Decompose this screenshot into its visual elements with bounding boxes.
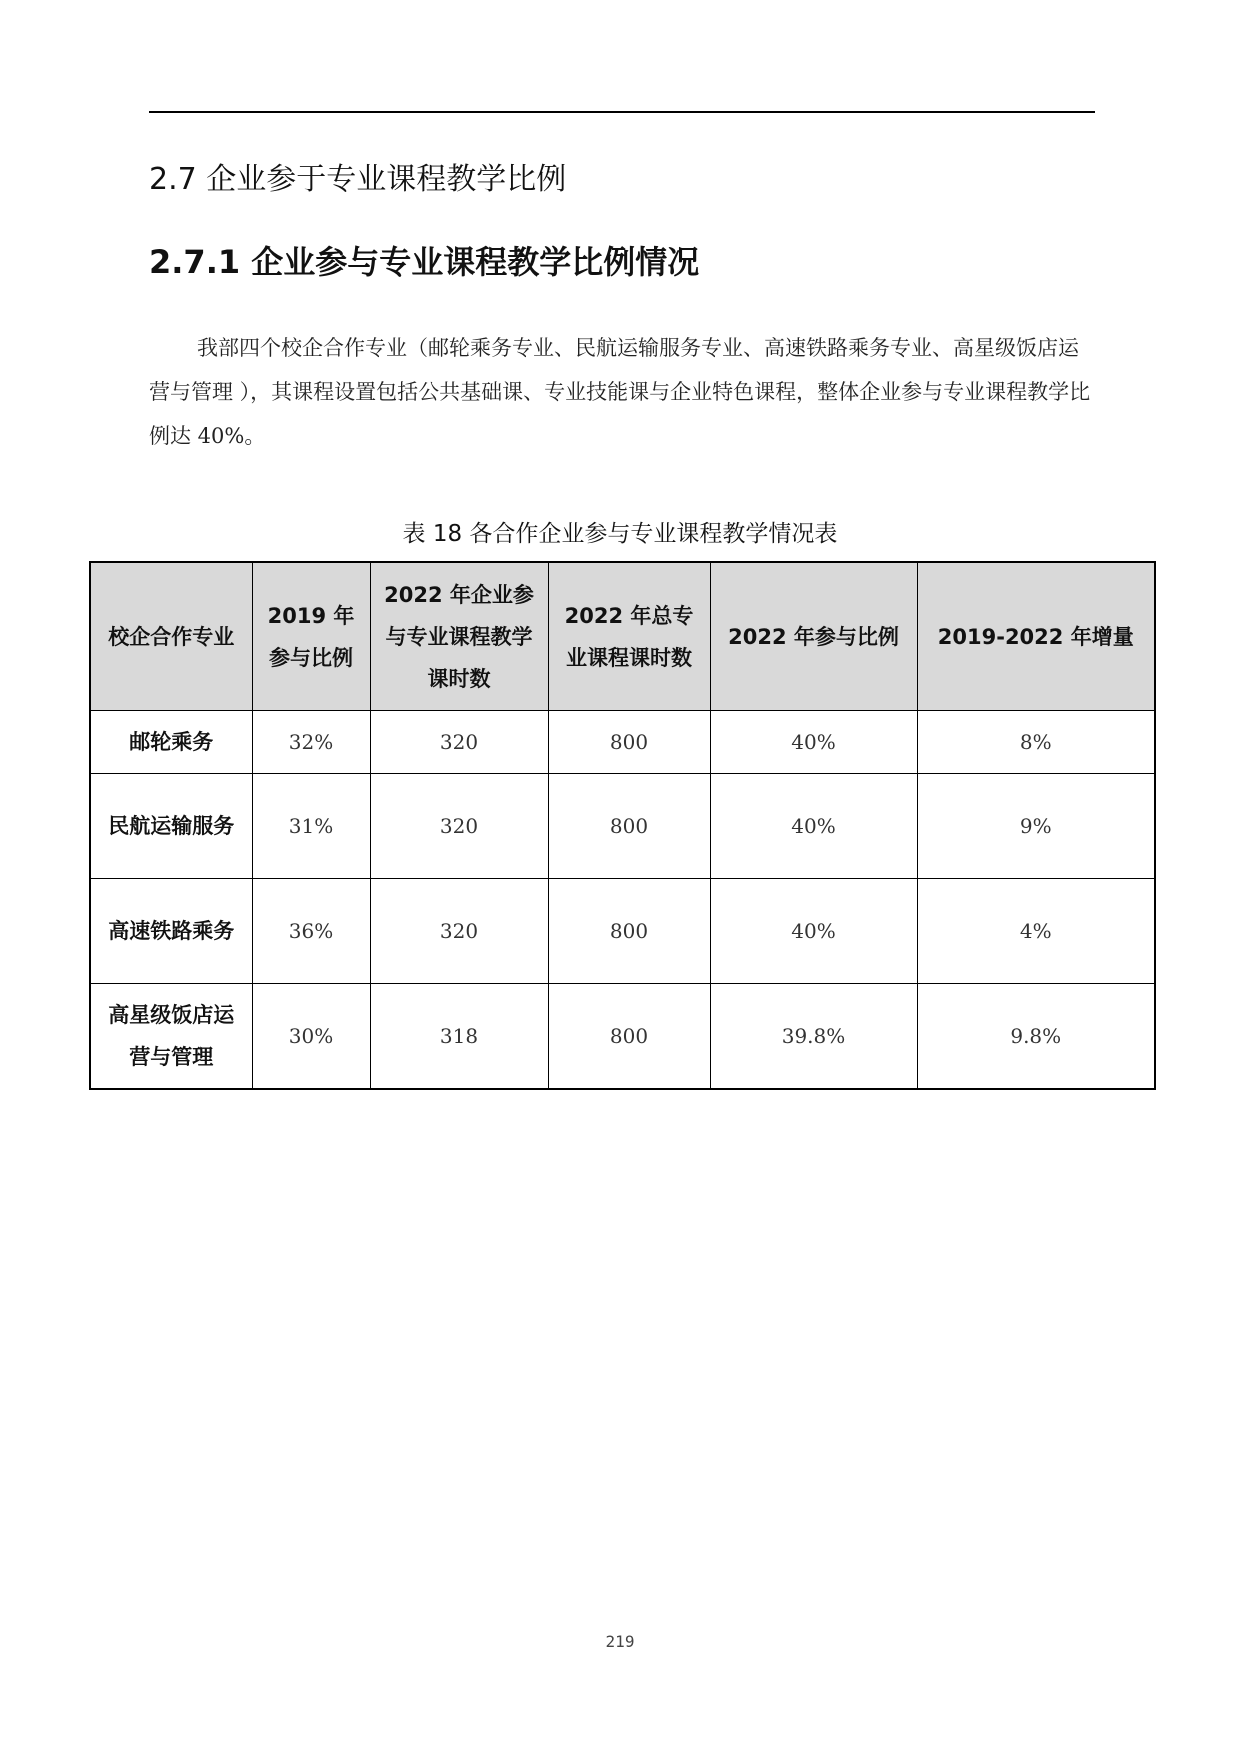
cell-2022-total-hours: 800 (548, 879, 710, 984)
cell-2019-ratio: 32% (252, 711, 370, 774)
header-2022-ratio: 2022 年参与比例 (710, 562, 917, 711)
page-number: 219 (605, 1632, 635, 1651)
section-heading: 2.7 企业参于专业课程教学比例 (149, 162, 567, 197)
cell-major: 高速铁路乘务 (90, 879, 252, 984)
table-row (90, 984, 1155, 1090)
header-major: 校企合作专业 (90, 562, 252, 711)
header-2022-enterprise-hours: 2022 年企业参与专业课程教学课时数 (370, 562, 548, 711)
body-paragraph: 我部四个校企合作专业（邮轮乘务专业、民航运输服务专业、高速铁路乘务专业、高星级饭店运营与管理 ），其课程设置包括公共基础课、专业技能课与企业特色课程，整体企业参与专业课程教学比例达 40%。 (149, 336, 1091, 448)
cell-2022-total-hours: 800 (548, 774, 710, 879)
cell-2022-enterprise-hours: 320 (370, 774, 548, 879)
header-2019-ratio: 2019 年参与比例 (252, 562, 370, 711)
cell-increment: 9.8% (917, 984, 1155, 1090)
cell-2019-ratio: 36% (252, 879, 370, 984)
cell-2022-total-hours: 800 (548, 984, 710, 1090)
cell-major: 高星级饭店运营与管理 (90, 984, 252, 1090)
cell-2019-ratio: 31% (252, 774, 370, 879)
cell-major: 邮轮乘务 (90, 711, 252, 774)
header-rule (149, 111, 1095, 113)
cell-2022-ratio: 40% (710, 774, 917, 879)
header-2022-total-hours: 2022 年总专业课程课时数 (548, 562, 710, 711)
cell-increment: 9% (917, 774, 1155, 879)
cell-2022-ratio: 39.8% (710, 984, 917, 1090)
participation-table (89, 561, 1156, 1090)
cell-2019-ratio: 30% (252, 984, 370, 1090)
cell-major: 民航运输服务 (90, 774, 252, 879)
subsection-heading: 2.7.1 企业参与专业课程教学比例情况 (149, 243, 700, 281)
table-header-row (90, 562, 1155, 711)
table-row (90, 879, 1155, 984)
table-row (90, 774, 1155, 879)
cell-2022-ratio: 40% (710, 711, 917, 774)
cell-2022-ratio: 40% (710, 879, 917, 984)
cell-increment: 4% (917, 879, 1155, 984)
cell-2022-enterprise-hours: 320 (370, 711, 548, 774)
cell-2022-enterprise-hours: 318 (370, 984, 548, 1090)
header-increment: 2019-2022 年增量 (917, 562, 1155, 711)
table-caption: 表 18 各合作企业参与专业课程教学情况表 (402, 521, 838, 547)
cell-increment: 8% (917, 711, 1155, 774)
cell-2022-total-hours: 800 (548, 711, 710, 774)
cell-2022-enterprise-hours: 320 (370, 879, 548, 984)
table-row (90, 711, 1155, 774)
